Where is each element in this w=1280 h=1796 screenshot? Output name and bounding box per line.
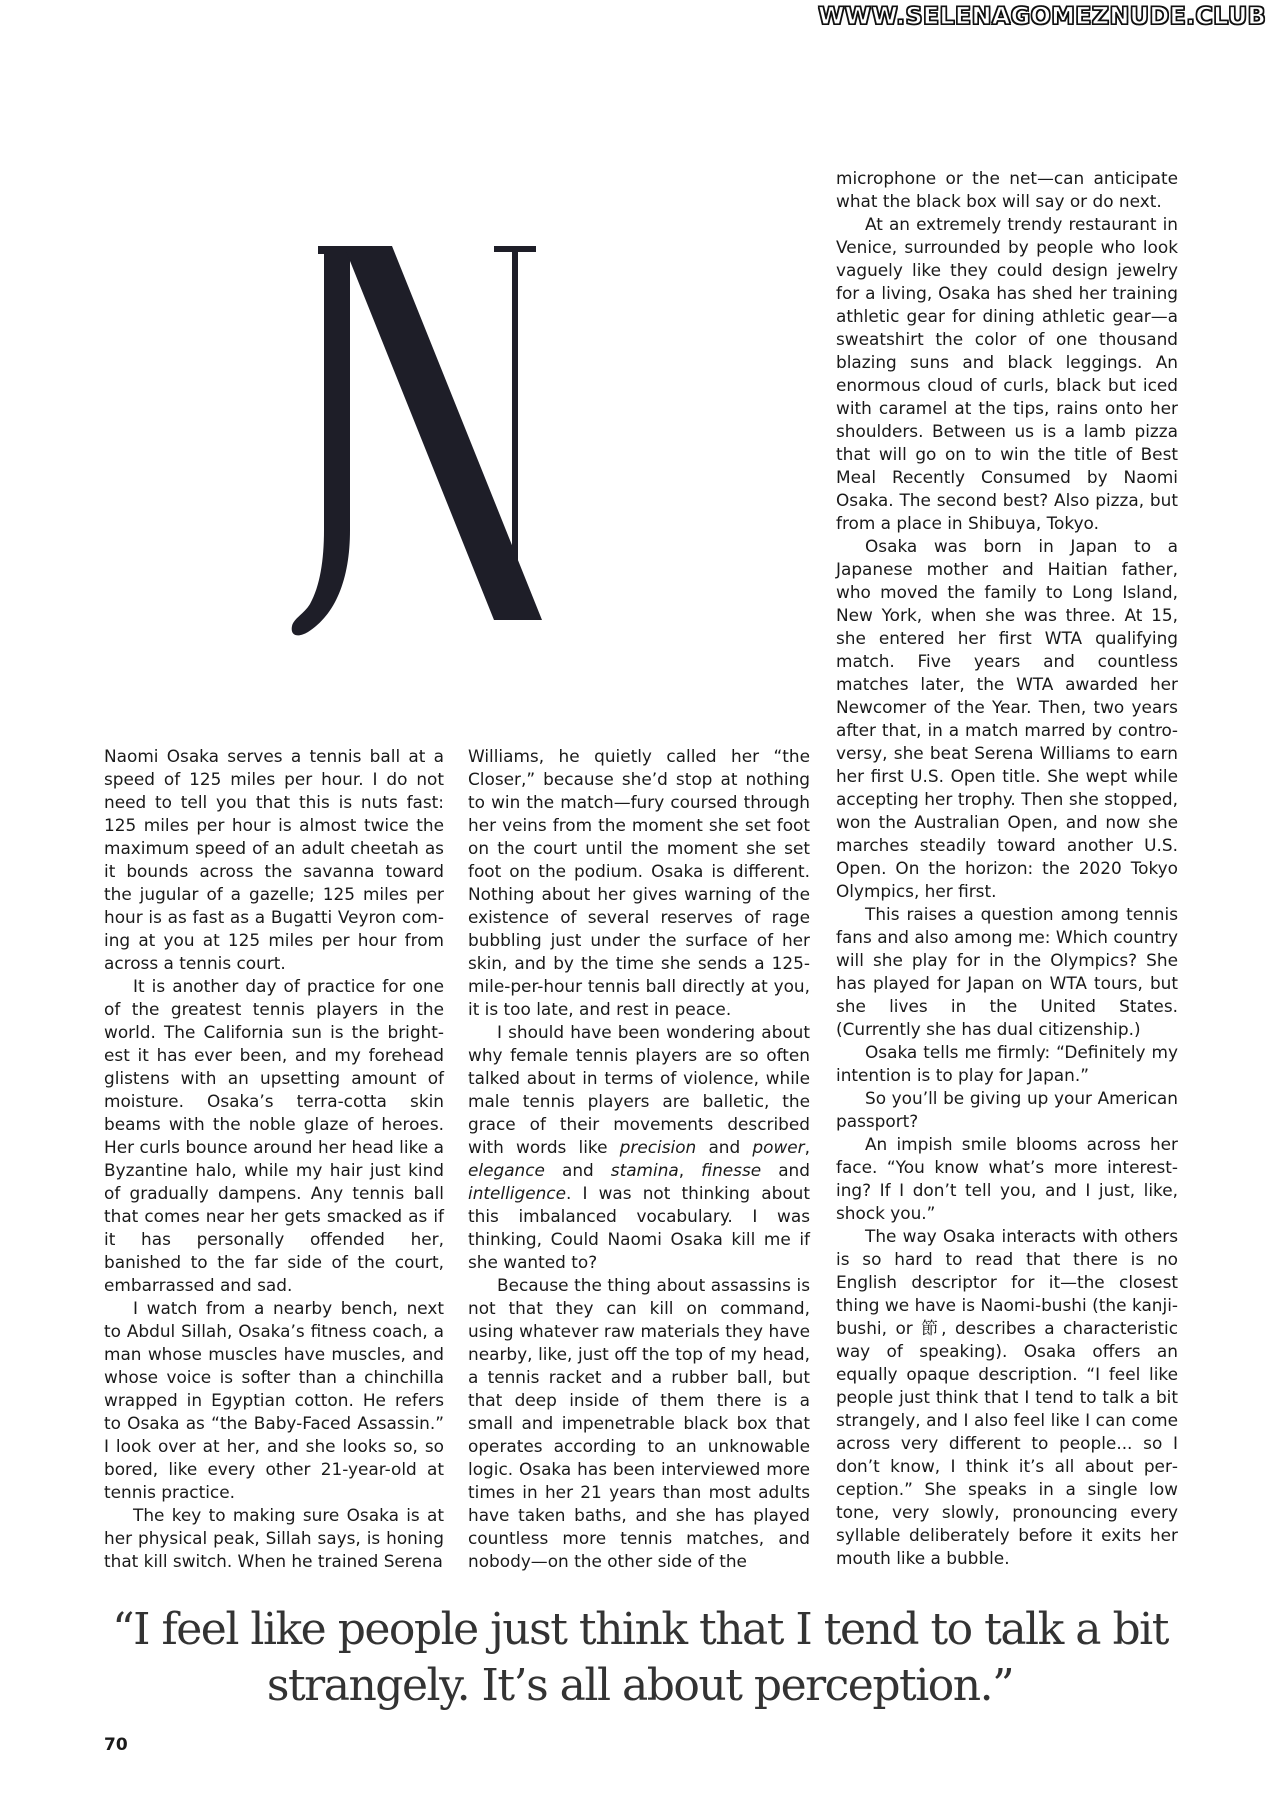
article-column-3: [836, 167, 1178, 1570]
article-column-1: [104, 745, 444, 1573]
paragraph: Osaka was born in Japan to a Japanese mother and Haitian father, who moved the family to Long Island, New York, when she was three. At 15, she entered her first WTA qualifying match. Five years and countless matches later, the WTA awarded her Newcomer of the Year. Then, two years after that, in a match marred by controversy, she beat Serena Williams to earn her first U.S. Open title. She wept while accepting her trophy. Then she stopped, won the Australian Open, and now she marches steadily toward another U.S. Open. On the horizon: the 2020 Tokyo Olympics, her first.: [836, 536, 1178, 901]
site-watermark: WWW.SELENAGOMEZNUDE.CLUB: [817, 2, 1266, 30]
paragraph: An impish smile blooms across her face. “You know what’s more interesting? If I don’t tell you, and I just, like, shock you.”: [836, 1134, 1178, 1223]
paragraph: This raises a question among tennis fans and also among me: Which country will she play for in the Olympics? She has played for Japan on WTA tours, but she lives in the United States. (Currently she has dual citizenship.): [836, 904, 1178, 1039]
paragraph: Naomi Osaka serves a tennis ball at a speed of 125 miles per hour. I do not need to tell you that this is nuts fast: 125 miles per hour is almost twice the maximum speed of an adult cheetah as it bounds across the savanna toward the jugular of a gazelle; 125 miles per hour is as fast as a Bugatti Veyron coming at you at 125 miles per hour from across a tennis court.: [104, 746, 444, 973]
pull-quote-line-2: strangely. It’s all about perception.”: [266, 1660, 1014, 1711]
paragraph: The key to making sure Osaka is at her physical peak, Sillah says, is honing that kill switch. When he trained Serena: [104, 1505, 444, 1571]
drop-cap-letter-n: [280, 200, 580, 660]
paragraph: Williams, he quietly called her “the Closer,” because she’d stop at nothing to win the match—fury coursed through her veins from the moment she set foot on the court until the moment she set foot on the podium. Osaka is different. Nothing about her gives warning of the existence of several reserves of rage bubbling just under the surface of her skin, and by the time she sends a 125-mile-per-hour tennis ball directly at you, it is too late, and rest in peace.: [468, 746, 810, 1019]
paragraph: The way Osaka interacts with others is so hard to read that there is no English descriptor for it—the closest thing we have is Naomi-bushi (the kanji-bushi, or 節, describes a characteristic way of speaking). Osaka offers an equally opaque description. “I feel like people just think that I tend to talk a bit strangely, and I also feel like I can come across very different to people... so I don’t know, I think it’s all about perception.” She speaks in a single low tone, very slowly, pronouncing every syllable deliberately before it exits her mouth like a bubble.: [836, 1226, 1178, 1568]
pull-quote: [100, 1602, 1180, 1714]
article-column-2: [468, 745, 810, 1573]
paragraph: At an extremely trendy restaurant in Venice, surrounded by people who look vaguely like they could design jewelry for a living, Osaka has shed her training athletic gear for dining athletic gear—a sweatshirt the color of one thousand blazing suns and black leggings. An enormous cloud of curls, black but iced with caramel at the tips, rains onto her shoulders. Between us is a lamb pizza that will go on to win the title of Best Meal Recently Consumed by Naomi Osaka. The second best? Also pizza, but from a place in Shibuya, Tokyo.: [836, 214, 1178, 533]
paragraph: So you’ll be giving up your American passport?: [836, 1088, 1178, 1131]
paragraph: Because the thing about assassins is not that they can kill on command, using whatever raw materials they have nearby, like, just off the top of my head, a tennis racket and a rubber ball, but that deep inside of them there is a small and impenetrable black box that operates according to an unknowable logic. Osaka has been interviewed more times in her 21 years than most adults have taken baths, and she has played countless more tennis matches, and nobody—on the other side of the: [468, 1275, 810, 1571]
paragraph: It is another day of practice for one of the greatest tennis players in the world. The California sun is the brightest it has ever been, and my forehead glistens with an upsetting amount of moisture. Osaka’s terra-cotta skin beams with the noble glaze of heroes. Her curls bounce around her head like a Byzantine halo, while my hair just kind of gradually dampens. Any tennis ball that comes near her gets smacked as if it has personally offended her, banished to the far side of the court, embarrassed and sad.: [104, 976, 444, 1295]
pull-quote-line-1: “I feel like people just think that I tend to talk a bit: [112, 1604, 1168, 1655]
paragraph: microphone or the net—can anticipate what the black box will say or do next.: [836, 168, 1178, 211]
paragraph: I watch from a nearby bench, next to Abdul Sillah, Osaka’s fitness coach, a man whose muscles have muscles, and whose voice is softer than a chinchilla wrapped in Egyptian cotton. He refers to Osaka as “the Baby-Faced Assassin.” I look over at her, and she looks so, so bored, like every other 21-year-old at tennis practice.: [104, 1298, 444, 1502]
paragraph: I should have been wondering about why female tennis players are so often talked about in terms of violence, while male tennis players are balletic, the grace of their movements described with words like precision and power, elegance and stamina, finesse and intelligence. I was not thinking about this imbalanced vocabulary. I was thinking, Could Naomi Osaka kill me if she wanted to?: [468, 1022, 810, 1272]
page-number: 70: [104, 1735, 128, 1755]
paragraph: Osaka tells me firmly: “Definitely my intention is to play for Japan.”: [836, 1042, 1178, 1085]
